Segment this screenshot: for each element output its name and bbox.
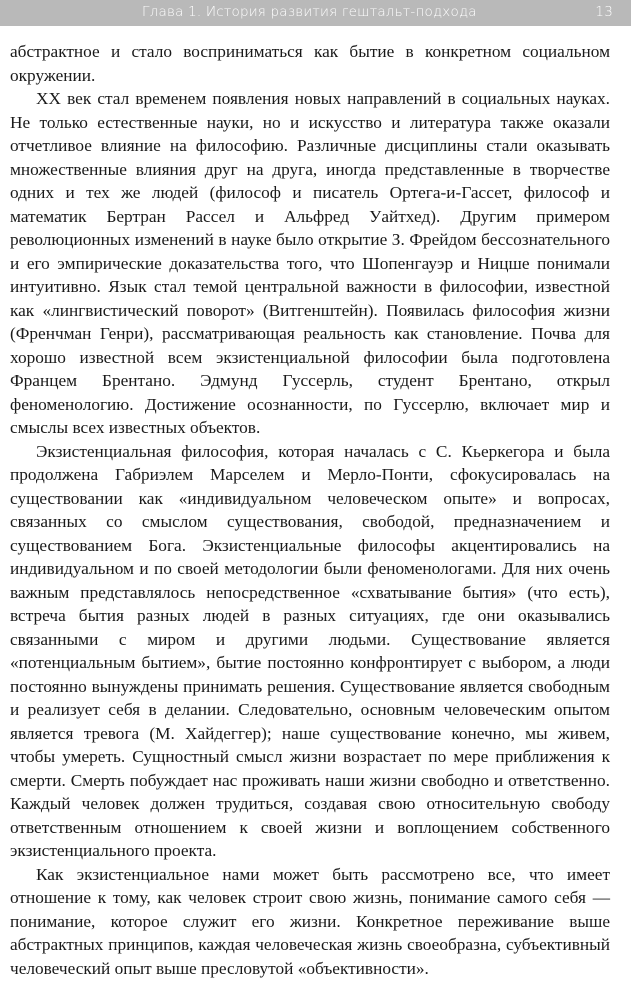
paragraph-20th-century: XX век стал временем появления новых направлений в социальных науках. Не только естественные науки, но и искусство и литература также оказали отчетливое влияние на философию. Различные дисциплины стали оказывать множественные влияния друг на друга, иногда представленные в творчестве одних и тех же людей (философ и писатель Ортега-и-Гассет, философ и математик Бертран Рассел и Альфред Уайтхед). Другим примером революционных изменений в науке было открытие З. Фрейдом бессознательного и его эмпирические доказательства того, что Шопенгауэр и Ницше понимали интуитивно. Язык стал темой центральной важности в философии, известной как «лингвистический поворот» (Витгенштейн). Появилась философия жизни (Френчман Генри), рассматривающая реальность как становление. Почва для хорошо известной всем экзистенциальной философии была подготовлена Францем Брентано. Эдмунд Гуссерль, студент Брентано, открыл феноменологию. Достижение осознанности, по Гуссерлю, включает мир и смыслы всех известных объектов. <box>10 89 610 437</box>
paragraph-existential-definition: Как экзистенциальное нами может быть рассмотрено все, что имеет отношение к тому, как человек строит свою жизнь, понимание самого себя — понимание, которое служит его жизни. Конкретное переживание выше абстрактных принципов, каждая человеческая жизнь своеобразна, субъективный человеческий опыт выше пресловутой «объективности». <box>10 864 610 978</box>
chapter-title: Глава 1. История развития гештальт-подхода <box>142 4 477 20</box>
page-number: 13 <box>595 4 613 20</box>
paragraph-continuation: абстрактное и стало восприниматься как бытие в конкретном социальном окружении. <box>10 42 610 85</box>
body-text <box>10 40 610 980</box>
running-header <box>0 0 631 26</box>
paragraph-existential-philosophy: Экзистенциальная философия, которая началась с С. Кьеркегора и была продолжена Габриэлем Марселем и Мерло-Понти, сфокусировалась на существовании как «индивидуальном человеческом опыте» и вопросах, связанных со смыслом существования, свободой, предназначением и существованием Бога. Экзистенциальные философы акцентировались на индивидуальном и по своей методологии были феноменологами. Для них очень важным представлялось непосредственное «схватывание бытия» (что есть), встреча бытия разных людей в разных ситуациях, где они оказывались связанными с миром и другими людьми. Существование является «потенциальным бытием», бытие постоянно конфронтирует с выбором, а люди постоянно вынуждены принимать решения. Существование является свободным и реализует себя в делании. Следовательно, основным человеческим опытом является тревога (М. Хайдеггер); наше существование конечно, мы живем, чтобы умереть. Сущностный смысл жизни возрастает по мере приближения к смерти. Смерть побуждает нас проживать наши жизни свободно и ответственно. Каждый человек должен трудиться, создавая свою относительную свободу ответственным отношением к своей жизни и воплощением собственного экзистенциального проекта. <box>10 441 610 860</box>
